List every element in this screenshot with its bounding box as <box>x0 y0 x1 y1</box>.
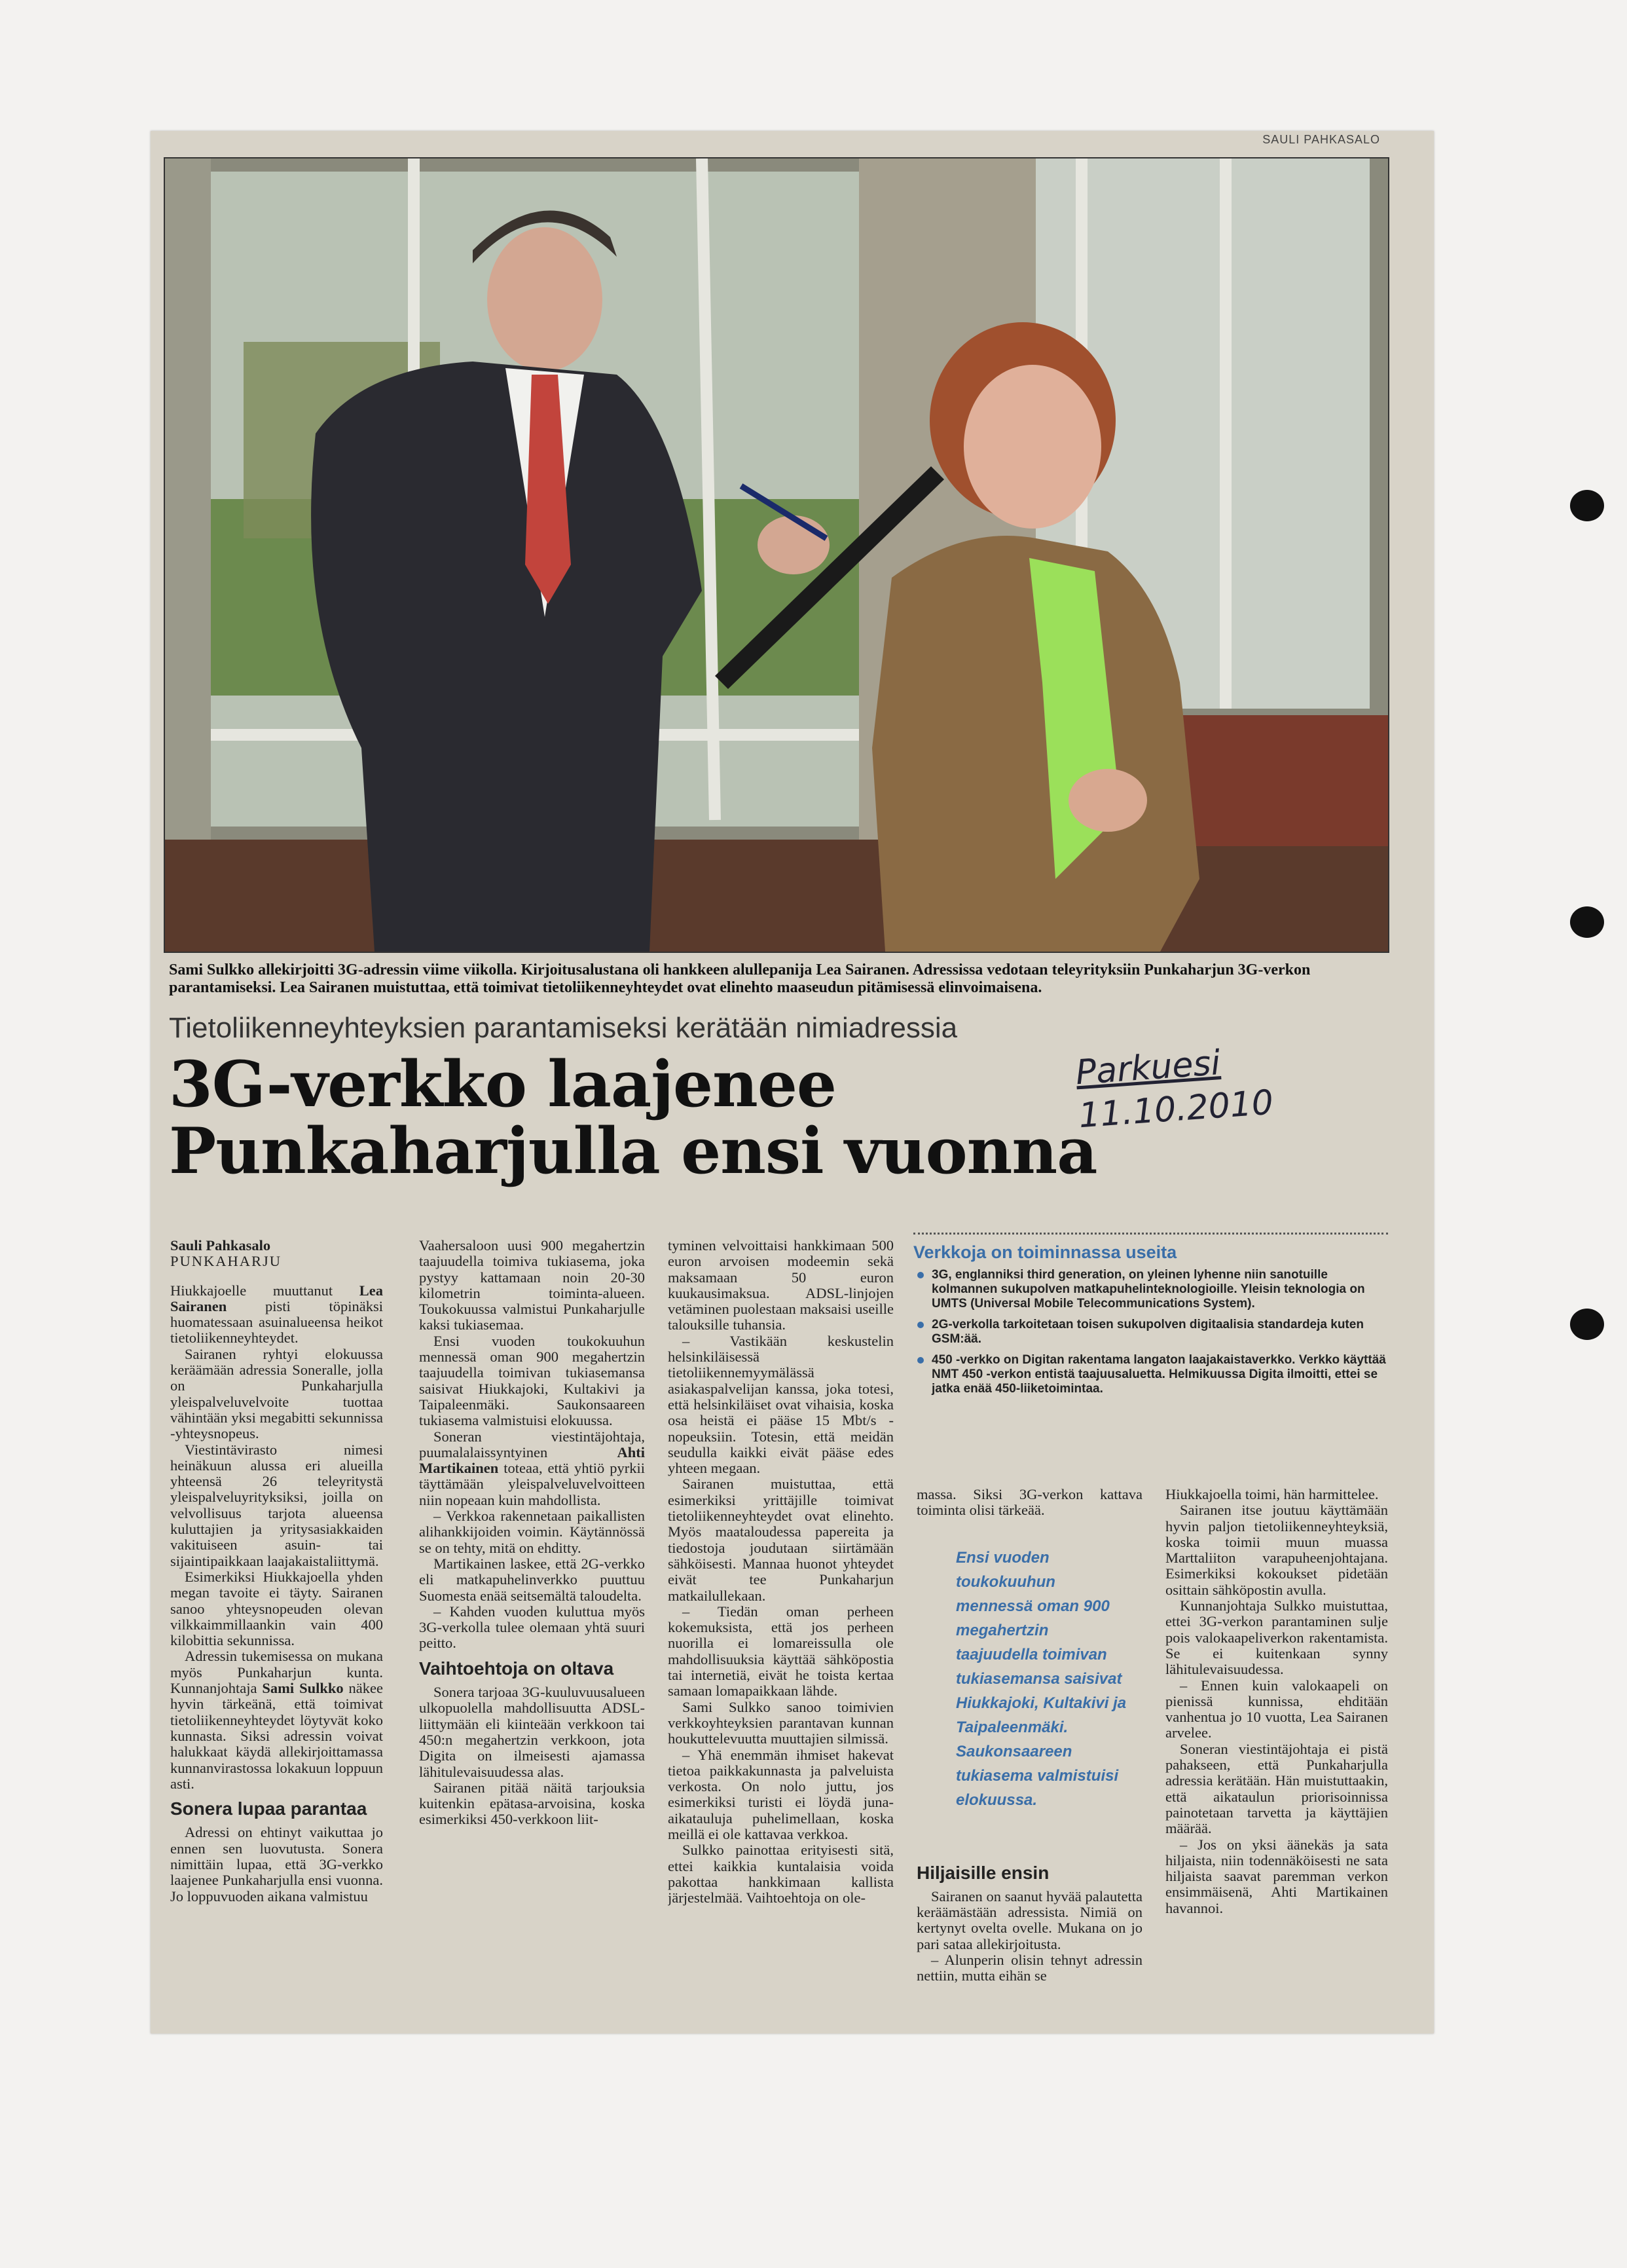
paragraph: Adressi on ehtinyt vaikuttaa jo ennen sen luovutusta. Sonera nimittäin lupaa, että 3G-verkko laajenee Punkaharjulla ensi vuonna. Jo loppuvuoden aikana valmistuu <box>170 1824 383 1905</box>
paragraph: Hiukkajoelle muuttanut Lea Sairanen pisti töpinäksi huomatessaan asuinalueensa heikot tietoliikenneyhteydet. <box>170 1282 383 1347</box>
photo-illustration <box>165 158 1388 952</box>
factbox-list <box>913 1268 1388 1396</box>
pullquote: Ensi vuoden toukokuuhun mennessä oman 900 megahertzin taajuudella toimivan tukiasemansa saisivat Hiukkajoki, Kultakivi ja Taipaleenmäki. Saukonsaareen tukiasema valmistuisi elokuussa. <box>956 1549 1127 1809</box>
factbox-item: 3G, englanniksi third generation, on yleinen lyhenne niin sanotuille kolmannen sukupolven matkapuhelinteknologioille. Yleisin teknologia on UMTS (Universal Mobile Telecommunications System). <box>932 1268 1388 1311</box>
article-headline <box>169 1047 1151 1188</box>
handwritten-source: Parkuesi <box>1074 1043 1222 1093</box>
factbox <box>913 1233 1388 1472</box>
article-photo <box>164 157 1389 953</box>
subheading: Hiljaisille ensin <box>917 1862 1050 1883</box>
paragraph: Sairanen muistuttaa, että esimerkiksi yrittäjille toimivat tietoliikenneyhteydet ovat elinehto. Myös maataloudessa papereita ja tiedostoja joudutaan siirtämään sähköisesti. Mannaa huonot yhteydet eivät tee Punkaharjun matkailullekaan. <box>668 1476 894 1604</box>
paragraph: – Yhä enemmän ihmiset hakevat tietoa paikkakunnasta ja palveluista verkosta. On nolo juttu, jos esimerkiksi turisti ei löydä juna-aikatauluja puhelimellaan, koska meillä ei ole kattavaa verkkoa. <box>668 1746 894 1842</box>
paragraph: Adressin tukemisessa on mukana myös Punkaharjun kunta. Kunnanjohtaja Sami Sulkko näkee hyvin tärkeänä, että toimivat tietoliikenneyhteydet löytyvät koko kunnasta. Siksi adressin voivat halukkaat käydä allekirjoittamassa kunnanvirastossa lokakuun loppuun asti. <box>170 1648 383 1792</box>
paragraph: Soneran viestintäjohtaja ei pistä pahakseen, että Punkaharjulla adressia kerätään. Hän muistuttaakin, että aikataulun priorisoinnissa painotetaan tarvetta ja käyttäjien määrää. <box>1165 1740 1388 1837</box>
paragraph: Hiukkajoella toimi, hän harmittelee. <box>1165 1487 1379 1502</box>
paragraph: Sonera tarjoaa 3G-kuuluvuusalueen ulkopuolella mahdollisuutta ADSL-liittymään eli kiinteään verkkoon tai 450:n megahertzin verkkoon, jota Digita on ilmeisesti ajamassa lähitulevaisuudessa alas. <box>419 1684 645 1780</box>
paragraph: Sairanen ryhtyi elokuussa keräämään adressia Soneralle, jolla on Punkaharjulla yleispalveluvelvoite tuottaa vähintään yksi megabitti sekunnissa -yhteysnopeus. <box>170 1345 383 1442</box>
photo-credit: SAULI PAHKASALO <box>1262 133 1380 146</box>
paragraph: – Kahden vuoden kuluttua myös 3G-verkolla tulee olemaan yhtä suuri peitto. <box>419 1603 645 1652</box>
factbox-item: 450 -verkko on Digitan rakentama langaton laajakaistaverkko. Verkko käyttää NMT 450 -verkon entistä taajuusaluetta. Helmikuussa Digita ilmoitti, ettei se jatka enää 450-liiketoimintaa. <box>932 1353 1388 1396</box>
paragraph: Sairanen itse joutuu käyttämään hyvin paljon tietoliikenneyhteyksiä, koska toimii muun muassa Marttaliiton varapuheenjohtajana. Esimerkiksi kokoukset pidetään osittain sähköpostin avulla. <box>1165 1502 1388 1598</box>
byline: Sauli Pahkasalo <box>170 1238 271 1254</box>
paragraph: – Vastikään keskustelin helsinkiläisessä tietoliikennemyymälässä asiakaspalvelijan kanssa, joka totesi, että helsinkiläiset ovat vihaisia, koska osa heistä ei pääse 15 Mbt/s -nopeuksiin. Totesin, että meidän seudulla kaikki eivät pääse edes yhteen megaan. <box>668 1332 894 1477</box>
paragraph: Martikainen laskee, että 2G-verkko eli matkapuhelinverkko puuttuu Suomesta enää seitsemältä taloudelta. <box>419 1555 645 1604</box>
headline-line-2: Punkaharjulla ensi vuonna <box>169 1114 1097 1188</box>
paragraph: Ensi vuoden toukokuuhun mennessä oman 900 megahertzin taajuudella toimivan tukiasemansa saisivat Hiukkajoki, Kultakivi ja Taipaleenmäki. Saukonsaareen tukiasema valmistuisi elokuussa. <box>419 1332 645 1429</box>
article-kicker: Tietoliikenneyhteyksien parantamiseksi kerätään nimiadressia <box>169 1012 958 1044</box>
paragraph: Vaahersaloon uusi 900 megahertzin taajuudella toimiva tukiasema, joka pystyy kattamaan noin 20-30 kilometrin toiminta-alueen. Toukokuussa valmistui Punkaharjulle kaksi tukiasemaa. <box>419 1238 645 1333</box>
paragraph: Sairanen on saanut hyvää palautetta keräämästään adressista. Nimiä on kertynyt ovelta ovelle. Mukana on jo pari sataa allekirjoitusta. <box>917 1887 1143 1952</box>
punch-hole-middle <box>1570 906 1604 938</box>
person-name: Ahti Martikainen <box>419 1443 645 1477</box>
article-column-1 <box>170 1238 383 2020</box>
article-column-5 <box>1165 1487 1388 2020</box>
paragraph: Sairanen pitää näitä tarjouksia kuitenkin epätasa-arvoisina, koska esimerkiksi 450-verkkoon liit- <box>419 1779 645 1828</box>
paragraph: Esimerkiksi Hiukkajoella yhden megan tavoite ei täyty. Sairanen sanoo yhteysnopeuden olevan vilkkaimmillaankin vain 400 kilobittia sekunnissa. <box>170 1568 383 1649</box>
paragraph: massa. Siksi 3G-verkon kattava toiminta olisi tärkeää. <box>917 1487 1143 1519</box>
person-name: Lea Sairanen <box>170 1282 383 1314</box>
paragraph: Soneran viestintäjohtaja, puumalalaissyntyinen Ahti Martikainen toteaa, että yhtiö pyrkii täyttämään yleispalveluvelvoitteen niin nopeaan kuin mahdollista. <box>419 1428 645 1508</box>
newspaper-clipping <box>151 131 1434 2034</box>
paragraph: – Tiedän oman perheen kokemuksista, että jos perheen nuorilla ei lomareissulla ole mahdollisuuksia käyttää sähköpostia tai internetiä, eivät he toista kertaa samaan lomapaikkaan lähde. <box>668 1603 894 1700</box>
paragraph: – Ennen kuin valokaapeli on pienissä kunnissa, ehditään vanhentua jo 10 vuotta, Lea Sairanen arvelee. <box>1165 1677 1388 1741</box>
person-name: Sami Sulkko <box>262 1680 344 1697</box>
headline-line-1: 3G-verkko laajenee <box>169 1047 836 1121</box>
dateline-place: PUNKAHARJU <box>170 1253 282 1270</box>
punch-hole-top <box>1570 490 1604 521</box>
paragraph: Sami Sulkko sanoo toimivien verkkoyhteyksien parantavan kunnan houkuttelevuutta muuttajien silmissä. <box>668 1698 894 1747</box>
paragraph: tyminen velvoittaisi hankkimaan 500 euron arvoisen modeemin sekä maksamaan 50 euron kuukausimaksua. ADSL-linjojen vetäminen puolestaan maksaisi useille talouksille tuhansia. <box>668 1238 894 1333</box>
factbox-item: 2G-verkolla tarkoitetaan toisen sukupolven digitaalisia standardeja kuten GSM:ää. <box>932 1318 1388 1347</box>
subheading: Vaihtoehtoja on oltava <box>419 1658 614 1679</box>
photo-caption: Sami Sulkko allekirjoitti 3G-adressin viime viikolla. Kirjoitusalustana oli hankkeen alullepanija Lea Sairanen. Adressissa vedotaan teleyrityksiin Punkaharjun 3G-verkon parantamiseksi. Lea Sairanen muistuttaa, että toimivat tietoliikenneyhteydet ovat elinehto maaseudun pitämisessä elinvoimaisena. <box>169 961 1311 996</box>
handwritten-date: 11.10.2010 <box>1077 1083 1275 1136</box>
handwritten-annotation <box>1074 1038 1275 1138</box>
article-column-3 <box>668 1238 894 2020</box>
subheading: Sonera lupaa parantaa <box>170 1798 367 1819</box>
punch-hole-bottom <box>1570 1309 1604 1340</box>
paragraph: Viestintävirasto nimesi heinäkuun alussa eri alueilla yhteensä 26 teleyritystä yleispalveluyrityksiksi, joilla on velvollisuus tarjota alueensa kuluttajien ja yritysasiakkaiden vakituiseen asuin- tai sijaintipaikkaan laajakaistaliittymä. <box>170 1441 383 1569</box>
factbox-title: Verkkoja on toiminnassa useita <box>913 1242 1177 1262</box>
paragraph: Kunnanjohtaja Sulkko muistuttaa, ettei 3G-verkon parantaminen sulje pois valokaapeliverkon rakentamista. Se ei kuitenkaan synny lähitulevaisuudessa. <box>1165 1597 1388 1678</box>
paragraph: – Jos on yksi äänekäs ja sata hiljaista, niin todennäköisesti ne sata hiljaista saavat paremman verkon ensimmäisenä, Ahti Martikainen havannoi. <box>1165 1836 1388 1916</box>
paragraph: Sulkko painottaa erityisesti sitä, ettei kaikkia kuntalaisia voida pakottaa hankkimaan kallista järjestelmää. Vaihtoehtoja on ole- <box>668 1842 894 1906</box>
paragraph: – Alunperin olisin tehnyt adressin nettiin, mutta eihän se <box>917 1952 1143 1984</box>
paragraph: – Verkkoa rakennetaan paikallisten alihankkijoiden voimin. Käytännössä se on tehty, mitä on ehditty. <box>419 1508 645 1556</box>
article-column-2 <box>419 1238 645 2020</box>
